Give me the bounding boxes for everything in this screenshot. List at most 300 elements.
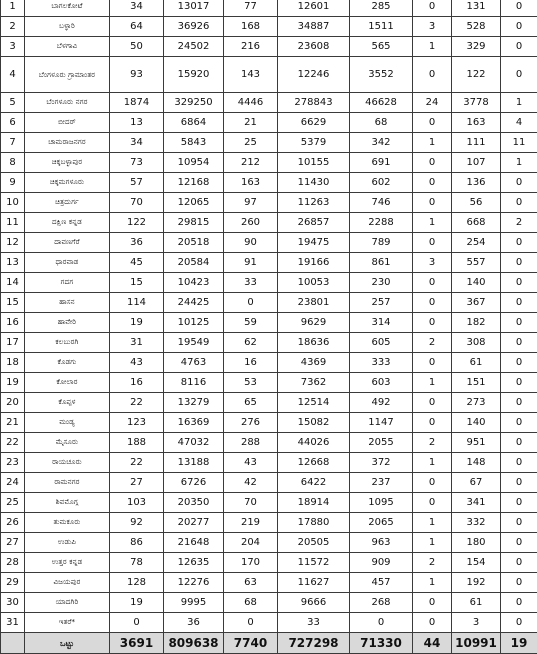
value-col-5: 2055 bbox=[350, 433, 413, 453]
value-col-7: 180 bbox=[452, 533, 501, 553]
value-col-5: 372 bbox=[350, 453, 413, 473]
district-name: ಗದಗ bbox=[25, 273, 110, 293]
value-col-8: 1 bbox=[501, 153, 537, 173]
value-col-4: 12601 bbox=[278, 0, 350, 17]
value-col-4: 17880 bbox=[278, 513, 350, 533]
value-col-2: 20350 bbox=[164, 493, 224, 513]
value-col-5: 565 bbox=[350, 37, 413, 57]
row-number: 9 bbox=[1, 173, 25, 193]
value-col-4: 9629 bbox=[278, 313, 350, 333]
value-col-7: 557 bbox=[452, 253, 501, 273]
row-number: 6 bbox=[1, 113, 25, 133]
value-col-8: 0 bbox=[501, 173, 537, 193]
table-row bbox=[1, 93, 537, 113]
district-name: ಬೀದರ್ bbox=[25, 113, 110, 133]
value-col-5: 746 bbox=[350, 193, 413, 213]
value-col-2: 10423 bbox=[164, 273, 224, 293]
value-col-2: 6726 bbox=[164, 473, 224, 493]
value-col-7: 154 bbox=[452, 553, 501, 573]
value-col-7: 951 bbox=[452, 433, 501, 453]
value-col-1: 1874 bbox=[110, 93, 164, 113]
row-number: 12 bbox=[1, 233, 25, 253]
value-col-6: 2 bbox=[413, 333, 452, 353]
value-col-5: 1147 bbox=[350, 413, 413, 433]
value-col-8: 0 bbox=[501, 17, 537, 37]
value-col-6: 1 bbox=[413, 533, 452, 553]
value-col-4: 23608 bbox=[278, 37, 350, 57]
value-col-3: 91 bbox=[224, 253, 278, 273]
value-col-8: 0 bbox=[501, 413, 537, 433]
row-number: 18 bbox=[1, 353, 25, 373]
value-col-4: 10155 bbox=[278, 153, 350, 173]
value-col-7: 151 bbox=[452, 373, 501, 393]
district-name: ಬೆಂಗಳೂರು ಗ್ರಾಮಾಂತರ bbox=[25, 57, 110, 93]
value-col-5: 2065 bbox=[350, 513, 413, 533]
value-col-8: 0 bbox=[501, 613, 537, 633]
value-col-6: 1 bbox=[413, 213, 452, 233]
row-number: 23 bbox=[1, 453, 25, 473]
value-col-6: 0 bbox=[413, 153, 452, 173]
value-col-4: 6422 bbox=[278, 473, 350, 493]
value-col-7: 308 bbox=[452, 333, 501, 353]
value-col-2: 20584 bbox=[164, 253, 224, 273]
value-col-4: 5379 bbox=[278, 133, 350, 153]
value-col-8: 0 bbox=[501, 373, 537, 393]
value-col-8: 0 bbox=[501, 273, 537, 293]
value-col-2: 13188 bbox=[164, 453, 224, 473]
value-col-2: 12168 bbox=[164, 173, 224, 193]
value-col-5: 314 bbox=[350, 313, 413, 333]
total-value-col-4: 727298 bbox=[278, 633, 350, 654]
value-col-7: 136 bbox=[452, 173, 501, 193]
table-row bbox=[1, 57, 537, 93]
value-col-5: 602 bbox=[350, 173, 413, 193]
value-col-6: 0 bbox=[413, 0, 452, 17]
value-col-1: 36 bbox=[110, 233, 164, 253]
value-col-7: 367 bbox=[452, 293, 501, 313]
value-col-4: 19166 bbox=[278, 253, 350, 273]
value-col-1: 123 bbox=[110, 413, 164, 433]
value-col-1: 16 bbox=[110, 373, 164, 393]
value-col-5: 68 bbox=[350, 113, 413, 133]
value-col-1: 22 bbox=[110, 393, 164, 413]
value-col-7: 668 bbox=[452, 213, 501, 233]
row-number: 10 bbox=[1, 193, 25, 213]
value-col-2: 29815 bbox=[164, 213, 224, 233]
value-col-5: 46628 bbox=[350, 93, 413, 113]
value-col-3: 163 bbox=[224, 173, 278, 193]
value-col-3: 97 bbox=[224, 193, 278, 213]
value-col-8: 11 bbox=[501, 133, 537, 153]
row-number: 27 bbox=[1, 533, 25, 553]
value-col-8: 0 bbox=[501, 573, 537, 593]
value-col-3: 260 bbox=[224, 213, 278, 233]
value-col-2: 24425 bbox=[164, 293, 224, 313]
value-col-3: 143 bbox=[224, 57, 278, 93]
value-col-1: 103 bbox=[110, 493, 164, 513]
row-number: 3 bbox=[1, 37, 25, 57]
table-row bbox=[1, 0, 537, 17]
district-name: ರಾಯಚೂರು bbox=[25, 453, 110, 473]
value-col-6: 0 bbox=[413, 273, 452, 293]
district-name: ಕೊಪ್ಪಳ bbox=[25, 393, 110, 413]
value-col-2: 19549 bbox=[164, 333, 224, 353]
table-row bbox=[1, 573, 537, 593]
value-col-8: 2 bbox=[501, 213, 537, 233]
value-col-2: 6864 bbox=[164, 113, 224, 133]
district-name: ಇತರೆ* bbox=[25, 613, 110, 633]
value-col-4: 18914 bbox=[278, 493, 350, 513]
value-col-5: 963 bbox=[350, 533, 413, 553]
value-col-1: 0 bbox=[110, 613, 164, 633]
value-col-1: 78 bbox=[110, 553, 164, 573]
value-col-5: 789 bbox=[350, 233, 413, 253]
total-blank bbox=[1, 633, 25, 654]
table-row bbox=[1, 213, 537, 233]
value-col-1: 15 bbox=[110, 273, 164, 293]
value-col-2: 13017 bbox=[164, 0, 224, 17]
value-col-4: 26857 bbox=[278, 213, 350, 233]
row-number: 19 bbox=[1, 373, 25, 393]
value-col-4: 23801 bbox=[278, 293, 350, 313]
value-col-3: 212 bbox=[224, 153, 278, 173]
district-name: ಚಿತ್ರದುರ್ಗ bbox=[25, 193, 110, 213]
value-col-1: 92 bbox=[110, 513, 164, 533]
value-col-5: 909 bbox=[350, 553, 413, 573]
row-number: 5 bbox=[1, 93, 25, 113]
value-col-2: 16369 bbox=[164, 413, 224, 433]
value-col-1: 45 bbox=[110, 253, 164, 273]
value-col-6: 0 bbox=[413, 593, 452, 613]
value-col-7: 332 bbox=[452, 513, 501, 533]
table-row bbox=[1, 193, 537, 213]
row-number: 14 bbox=[1, 273, 25, 293]
row-number: 30 bbox=[1, 593, 25, 613]
table-row bbox=[1, 613, 537, 633]
value-col-5: 457 bbox=[350, 573, 413, 593]
value-col-7: 56 bbox=[452, 193, 501, 213]
value-col-7: 148 bbox=[452, 453, 501, 473]
value-col-1: 114 bbox=[110, 293, 164, 313]
value-col-1: 86 bbox=[110, 533, 164, 553]
value-col-6: 1 bbox=[413, 513, 452, 533]
value-col-8: 0 bbox=[501, 433, 537, 453]
value-col-6: 0 bbox=[413, 293, 452, 313]
value-col-5: 1511 bbox=[350, 17, 413, 37]
value-col-2: 329250 bbox=[164, 93, 224, 113]
district-name: ಬೆಂಗಳೂರು ನಗರ bbox=[25, 93, 110, 113]
value-col-7: 3778 bbox=[452, 93, 501, 113]
value-col-7: 111 bbox=[452, 133, 501, 153]
value-col-7: 61 bbox=[452, 353, 501, 373]
value-col-6: 0 bbox=[413, 493, 452, 513]
district-name: ಬಳ್ಳಾರಿ bbox=[25, 17, 110, 37]
value-col-3: 16 bbox=[224, 353, 278, 373]
value-col-3: 59 bbox=[224, 313, 278, 333]
district-name: ಮೈಸೂರು bbox=[25, 433, 110, 453]
value-col-1: 43 bbox=[110, 353, 164, 373]
value-col-5: 3552 bbox=[350, 57, 413, 93]
value-col-7: 67 bbox=[452, 473, 501, 493]
value-col-1: 34 bbox=[110, 0, 164, 17]
value-col-2: 20518 bbox=[164, 233, 224, 253]
value-col-6: 1 bbox=[413, 573, 452, 593]
value-col-3: 70 bbox=[224, 493, 278, 513]
district-name: ಹಾಸನ bbox=[25, 293, 110, 313]
value-col-4: 11263 bbox=[278, 193, 350, 213]
value-col-1: 22 bbox=[110, 453, 164, 473]
value-col-2: 12276 bbox=[164, 573, 224, 593]
value-col-4: 12668 bbox=[278, 453, 350, 473]
value-col-3: 65 bbox=[224, 393, 278, 413]
value-col-6: 1 bbox=[413, 133, 452, 153]
value-col-6: 0 bbox=[413, 173, 452, 193]
value-col-6: 0 bbox=[413, 113, 452, 133]
table-row bbox=[1, 37, 537, 57]
value-col-7: 140 bbox=[452, 273, 501, 293]
table-row bbox=[1, 373, 537, 393]
value-col-1: 34 bbox=[110, 133, 164, 153]
value-col-1: 50 bbox=[110, 37, 164, 57]
row-number: 16 bbox=[1, 313, 25, 333]
row-number: 25 bbox=[1, 493, 25, 513]
value-col-6: 0 bbox=[413, 313, 452, 333]
value-col-2: 5843 bbox=[164, 133, 224, 153]
value-col-3: 288 bbox=[224, 433, 278, 453]
value-col-4: 12514 bbox=[278, 393, 350, 413]
value-col-8: 0 bbox=[501, 233, 537, 253]
value-col-3: 204 bbox=[224, 533, 278, 553]
value-col-1: 19 bbox=[110, 593, 164, 613]
value-col-3: 219 bbox=[224, 513, 278, 533]
value-col-1: 73 bbox=[110, 153, 164, 173]
value-col-7: 329 bbox=[452, 37, 501, 57]
total-value-col-8: 19 bbox=[501, 633, 537, 654]
value-col-8: 4 bbox=[501, 113, 537, 133]
value-col-8: 0 bbox=[501, 393, 537, 413]
value-col-2: 24502 bbox=[164, 37, 224, 57]
value-col-3: 0 bbox=[224, 613, 278, 633]
value-col-1: 31 bbox=[110, 333, 164, 353]
value-col-1: 13 bbox=[110, 113, 164, 133]
value-col-2: 9995 bbox=[164, 593, 224, 613]
value-col-8: 0 bbox=[501, 553, 537, 573]
value-col-3: 42 bbox=[224, 473, 278, 493]
district-name: ಕೋಲಾರ bbox=[25, 373, 110, 393]
value-col-2: 20277 bbox=[164, 513, 224, 533]
value-col-4: 12246 bbox=[278, 57, 350, 93]
value-col-3: 43 bbox=[224, 453, 278, 473]
value-col-2: 12635 bbox=[164, 553, 224, 573]
value-col-3: 33 bbox=[224, 273, 278, 293]
row-number: 20 bbox=[1, 393, 25, 413]
total-value-col-3: 7740 bbox=[224, 633, 278, 654]
table-row bbox=[1, 173, 537, 193]
total-value-col-6: 44 bbox=[413, 633, 452, 654]
value-col-3: 53 bbox=[224, 373, 278, 393]
value-col-8: 0 bbox=[501, 353, 537, 373]
value-col-4: 33 bbox=[278, 613, 350, 633]
value-col-1: 19 bbox=[110, 313, 164, 333]
district-name: ತುಮಕೂರು bbox=[25, 513, 110, 533]
total-value-col-1: 3691 bbox=[110, 633, 164, 654]
district-name: ಯಾದಗಿರಿ bbox=[25, 593, 110, 613]
value-col-4: 6629 bbox=[278, 113, 350, 133]
district-name: ಬಾಗಲಕೋಟೆ bbox=[25, 0, 110, 17]
total-label: ಒಟ್ಟು bbox=[25, 633, 110, 654]
row-number: 7 bbox=[1, 133, 25, 153]
total-value-col-7: 10991 bbox=[452, 633, 501, 654]
table-row bbox=[1, 133, 537, 153]
value-col-3: 68 bbox=[224, 593, 278, 613]
row-number: 22 bbox=[1, 433, 25, 453]
row-number: 26 bbox=[1, 513, 25, 533]
value-col-3: 21 bbox=[224, 113, 278, 133]
value-col-3: 170 bbox=[224, 553, 278, 573]
value-col-6: 0 bbox=[413, 473, 452, 493]
value-col-4: 278843 bbox=[278, 93, 350, 113]
value-col-8: 1 bbox=[501, 93, 537, 113]
row-number: 24 bbox=[1, 473, 25, 493]
value-col-3: 90 bbox=[224, 233, 278, 253]
district-name: ಧಾರವಾಡ bbox=[25, 253, 110, 273]
value-col-4: 34887 bbox=[278, 17, 350, 37]
district-name: ವಿಜಯಪುರ bbox=[25, 573, 110, 593]
value-col-1: 64 bbox=[110, 17, 164, 37]
value-col-4: 18636 bbox=[278, 333, 350, 353]
value-col-7: 131 bbox=[452, 0, 501, 17]
value-col-8: 0 bbox=[501, 0, 537, 17]
value-col-6: 1 bbox=[413, 453, 452, 473]
value-col-5: 285 bbox=[350, 0, 413, 17]
table-row bbox=[1, 17, 537, 37]
value-col-7: 122 bbox=[452, 57, 501, 93]
value-col-3: 168 bbox=[224, 17, 278, 37]
row-number: 4 bbox=[1, 57, 25, 93]
value-col-4: 10053 bbox=[278, 273, 350, 293]
table-row bbox=[1, 293, 537, 313]
table-row bbox=[1, 413, 537, 433]
value-col-3: 77 bbox=[224, 0, 278, 17]
value-col-8: 0 bbox=[501, 593, 537, 613]
value-col-2: 12065 bbox=[164, 193, 224, 213]
value-col-5: 342 bbox=[350, 133, 413, 153]
value-col-5: 2288 bbox=[350, 213, 413, 233]
value-col-5: 1095 bbox=[350, 493, 413, 513]
row-number: 15 bbox=[1, 293, 25, 313]
value-col-1: 57 bbox=[110, 173, 164, 193]
value-col-7: 61 bbox=[452, 593, 501, 613]
district-name: ದಾವಣಗೆರೆ bbox=[25, 233, 110, 253]
value-col-4: 4369 bbox=[278, 353, 350, 373]
table-row bbox=[1, 553, 537, 573]
row-number: 2 bbox=[1, 17, 25, 37]
table-row bbox=[1, 473, 537, 493]
value-col-3: 4446 bbox=[224, 93, 278, 113]
table-row bbox=[1, 233, 537, 253]
district-name: ಚಿಕ್ಕಮಗಳೂರು bbox=[25, 173, 110, 193]
value-col-3: 25 bbox=[224, 133, 278, 153]
value-col-1: 128 bbox=[110, 573, 164, 593]
value-col-8: 0 bbox=[501, 37, 537, 57]
row-number: 1 bbox=[1, 0, 25, 17]
value-col-5: 237 bbox=[350, 473, 413, 493]
row-number: 8 bbox=[1, 153, 25, 173]
value-col-3: 0 bbox=[224, 293, 278, 313]
value-col-8: 0 bbox=[501, 253, 537, 273]
value-col-8: 0 bbox=[501, 513, 537, 533]
value-col-7: 192 bbox=[452, 573, 501, 593]
value-col-5: 230 bbox=[350, 273, 413, 293]
table-row bbox=[1, 513, 537, 533]
total-value-col-2: 809638 bbox=[164, 633, 224, 654]
table-row bbox=[1, 253, 537, 273]
table-row bbox=[1, 333, 537, 353]
value-col-8: 0 bbox=[501, 313, 537, 333]
value-col-2: 10125 bbox=[164, 313, 224, 333]
value-col-6: 3 bbox=[413, 253, 452, 273]
value-col-2: 10954 bbox=[164, 153, 224, 173]
value-col-4: 20505 bbox=[278, 533, 350, 553]
value-col-7: 182 bbox=[452, 313, 501, 333]
value-col-5: 605 bbox=[350, 333, 413, 353]
row-number: 13 bbox=[1, 253, 25, 273]
value-col-5: 333 bbox=[350, 353, 413, 373]
district-name: ರಾಮನಗರ bbox=[25, 473, 110, 493]
value-col-3: 276 bbox=[224, 413, 278, 433]
value-col-1: 188 bbox=[110, 433, 164, 453]
value-col-7: 163 bbox=[452, 113, 501, 133]
total-row bbox=[1, 633, 537, 654]
value-col-6: 0 bbox=[413, 393, 452, 413]
row-number: 31 bbox=[1, 613, 25, 633]
value-col-3: 63 bbox=[224, 573, 278, 593]
value-col-5: 861 bbox=[350, 253, 413, 273]
value-col-1: 122 bbox=[110, 213, 164, 233]
row-number: 28 bbox=[1, 553, 25, 573]
value-col-4: 9666 bbox=[278, 593, 350, 613]
district-name: ಕೊಡಗು bbox=[25, 353, 110, 373]
value-col-5: 603 bbox=[350, 373, 413, 393]
district-name: ಬೆಳಗಾವಿ bbox=[25, 37, 110, 57]
value-col-2: 8116 bbox=[164, 373, 224, 393]
value-col-5: 257 bbox=[350, 293, 413, 313]
value-col-4: 7362 bbox=[278, 373, 350, 393]
table-row bbox=[1, 393, 537, 413]
value-col-8: 0 bbox=[501, 293, 537, 313]
value-col-1: 27 bbox=[110, 473, 164, 493]
value-col-2: 47032 bbox=[164, 433, 224, 453]
value-col-5: 691 bbox=[350, 153, 413, 173]
value-col-8: 0 bbox=[501, 493, 537, 513]
value-col-6: 3 bbox=[413, 17, 452, 37]
row-number: 21 bbox=[1, 413, 25, 433]
value-col-2: 15920 bbox=[164, 57, 224, 93]
district-name: ಉಡುಪಿ bbox=[25, 533, 110, 553]
district-name: ಮಂಡ್ಯ bbox=[25, 413, 110, 433]
value-col-7: 107 bbox=[452, 153, 501, 173]
value-col-7: 341 bbox=[452, 493, 501, 513]
table-row bbox=[1, 493, 537, 513]
table-row bbox=[1, 533, 537, 553]
value-col-8: 0 bbox=[501, 453, 537, 473]
table-row bbox=[1, 453, 537, 473]
value-col-5: 268 bbox=[350, 593, 413, 613]
table-body bbox=[1, 0, 537, 654]
value-col-8: 0 bbox=[501, 193, 537, 213]
value-col-8: 0 bbox=[501, 57, 537, 93]
table-row bbox=[1, 353, 537, 373]
